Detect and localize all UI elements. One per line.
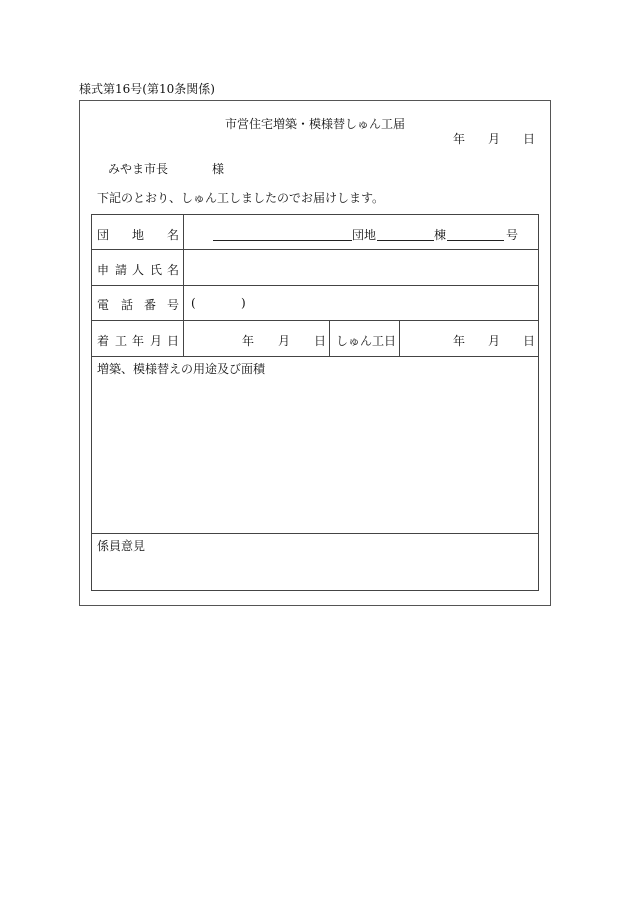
usage-area-label: 増築、模様替えの用途及び面積	[97, 362, 266, 376]
honorific: 様	[212, 162, 225, 176]
intro-text: 下記のとおり、しゅん工しましたのでお届けします。	[97, 191, 385, 205]
completion-date-label: しゅん工日	[336, 334, 397, 348]
phone-label-char: 話	[121, 298, 134, 312]
row-divider	[91, 320, 539, 321]
danchi-name-field[interactable]	[213, 240, 352, 241]
building-suffix: 棟	[434, 228, 447, 242]
building-field[interactable]	[377, 240, 434, 241]
completion-date-year: 年	[453, 334, 466, 348]
phone-label-char: 電	[97, 298, 110, 312]
completion-date-month: 月	[488, 334, 501, 348]
applicant-label-char: 人	[132, 263, 145, 277]
room-number-suffix: 号	[506, 228, 519, 242]
start-date-label-char: 年	[132, 334, 145, 348]
form-number: 様式第16号(第10条関係)	[79, 82, 215, 96]
phone-open-paren: (	[191, 296, 196, 310]
cell-divider	[399, 320, 400, 356]
danchi-label-char: 地	[132, 228, 145, 242]
start-date-label-char: 着	[97, 334, 110, 348]
label-column-divider	[183, 214, 184, 356]
applicant-label-char: 請	[115, 263, 128, 277]
applicant-label-char: 申	[97, 263, 110, 277]
phone-close-paren: )	[241, 296, 246, 310]
applicant-label-char: 氏	[150, 263, 163, 277]
addressee: みやま市長	[108, 162, 169, 176]
room-number-field[interactable]	[447, 240, 504, 241]
start-date-label-char: 工	[115, 334, 128, 348]
start-date-year: 年	[242, 334, 255, 348]
date-month: 月	[488, 132, 501, 146]
danchi-label-char: 名	[167, 228, 180, 242]
date-year: 年	[453, 132, 466, 146]
start-date-month: 月	[278, 334, 291, 348]
phone-label-char: 番	[144, 298, 157, 312]
start-date-label-char: 日	[167, 334, 180, 348]
start-date-day: 日	[314, 334, 327, 348]
danchi-label-char: 団	[97, 228, 110, 242]
form-title: 市営住宅増築・模様替しゅん工届	[224, 117, 405, 131]
applicant-label-char: 名	[167, 263, 180, 277]
row-divider	[91, 249, 539, 250]
row-divider	[91, 356, 539, 357]
start-date-label-char: 月	[150, 334, 163, 348]
danchi-suffix: 団地	[352, 228, 377, 242]
completion-date-day: 日	[523, 334, 536, 348]
row-divider	[91, 285, 539, 286]
phone-label-char: 号	[167, 298, 180, 312]
staff-opinion-label: 係員意見	[97, 539, 146, 553]
cell-divider	[329, 320, 330, 356]
date-day: 日	[523, 132, 536, 146]
row-divider	[91, 533, 539, 534]
